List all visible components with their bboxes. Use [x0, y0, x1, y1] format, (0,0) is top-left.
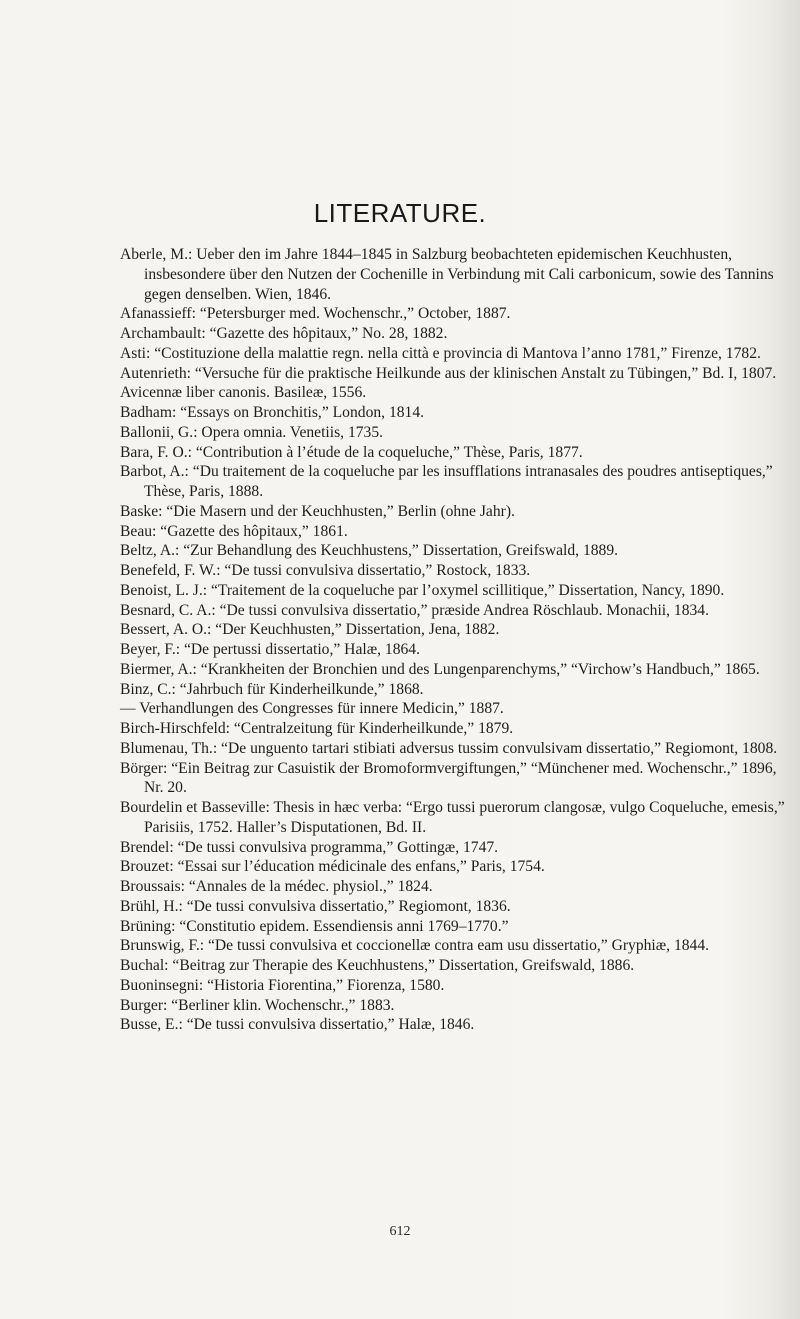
bibliography-entry: Broussais: “Annales de la médec. physiol.,” 1824.: [120, 878, 433, 895]
bibliography-entry: Brunswig, F.: “De tussi convulsiva et coccionellæ contra eam usu dissertatio,” Gryphiæ, 1844.: [120, 937, 710, 955]
bibliography-entry: Baske: “Die Masern und der Keuchhusten,” Berlin (ohne Jahr).: [120, 502, 515, 520]
bibliography-entry: Birch-Hirschfeld: “Centralzeitung für Kinderheilkunde,” 1879.: [120, 720, 514, 737]
bibliography-entry: Benefeld, F. W.: “De tussi convulsiva dissertatio,” Rostock, 1833.: [120, 562, 531, 579]
bibliography-entry: Ballonii, G.: Opera omnia. Venetiis, 1735.: [120, 423, 384, 441]
bibliography-entry: Barbot, A.: “Du traitement de la coqueluche par les insufflations intranasales des poudres antiseptiques,” Thèse, Paris, 1888.: [120, 463, 773, 500]
bibliography-entry: Besnard, C. A.: “De tussi convulsiva dissertatio,” præside Andrea Röschlaub. Monachii, 1834.: [120, 601, 710, 619]
bibliography-entry: Burger: “Berliner klin. Wochenschr.,” 1883.: [120, 996, 395, 1014]
bibliography-entry: Benoist, L. J.: “Traitement de la coqueluche par l’oxymel scillitique,” Dissertation, Nancy, 1890.: [120, 581, 725, 599]
bibliography-entry: Brendel: “De tussi convulsiva programma,” Gottingæ, 1747.: [120, 838, 499, 856]
bibliography-entry: Beyer, F.: “De pertussi dissertatio,” Halæ, 1864.: [120, 641, 420, 658]
bibliography-entry: Avicennæ liber canonis. Basileæ, 1556.: [120, 384, 367, 402]
bibliography-entry: Aberle, M.: Ueber den im Jahre 1844–1845 in Salzburg beobachteten epidemischen Keuchhusten, insbesondere über den Nutzen der Cochenille in Verbindung mit Cali carbonicum, sowie des Tannins gegen denselben. Wien, 1846.: [120, 246, 774, 303]
bibliography-entry: Afanassieff: “Petersburger med. Wochenschr.,” October, 1887.: [120, 305, 511, 323]
page-number: 612: [389, 1224, 411, 1239]
bibliography-entry: Autenrieth: “Versuche für die praktische Heilkunde aus der klinischen Anstalt zu Tübingen,” Bd. I, 1807.: [120, 364, 777, 382]
bibliography-entry: Buchal: “Beitrag zur Therapie des Keuchhustens,” Dissertation, Greifswald, 1886.: [120, 957, 635, 974]
bibliography-entry: Beltz, A.: “Zur Behandlung des Keuchhustens,” Dissertation, Greifswald, 1889.: [120, 542, 619, 560]
bibliography-entry: Bourdelin et Basseville: Thesis in hæc verba: “Ergo tussi puerorum clangosæ, vulgo Coqueluche, emesis,” Parisiis, 1752. Haller’s Disputationen, Bd. II.: [120, 799, 785, 836]
bibliography-entry: — Verhandlungen des Congresses für innere Medicin,” 1887.: [120, 700, 504, 718]
bibliography-entry: Archambault: “Gazette des hôpitaux,” No. 28, 1882.: [120, 325, 448, 342]
bibliography-entry: Beau: “Gazette des hôpitaux,” 1861.: [120, 522, 348, 540]
bibliography-entry: Blumenau, Th.: “De unguento tartari stibiati adversus tussim convulsivam dissertatio,” Regiomont, 1808.: [120, 739, 778, 757]
bibliography-entry: Biermer, A.: “Krankheiten der Bronchien und des Lungenparenchyms,” “Virchow’s Handbuch,” 1865.: [120, 660, 760, 678]
page-title: LITERATURE.: [313, 198, 487, 228]
bibliography-entry: Asti: “Costituzione della malattie regn. nella città e provincia di Mantova l’anno 1781,” Firenze, 1782.: [120, 344, 761, 362]
bibliography-entry: Bessert, A. O.: “Der Keuchhusten,” Dissertation, Jena, 1882.: [120, 621, 500, 639]
bibliography-entry: Badham: “Essays on Bronchitis,” London, 1814.: [120, 404, 425, 421]
bibliography-entry: Börger: “Ein Beitrag zur Casuistik der Bromoformvergiftungen,” “Münchener med. Wochenschr.,” 1896, Nr. 20.: [120, 759, 777, 797]
bibliography-entry: Binz, C.: “Jahrbuch für Kinderheilkunde,” 1868.: [120, 680, 424, 698]
bibliography-list: [120, 245, 792, 1035]
bibliography-entry: Bara, F. O.: “Contribution à l’étude de la coqueluche,” Thèse, Paris, 1877.: [120, 443, 583, 461]
bibliography-entry: Brühl, H.: “De tussi convulsiva dissertatio,” Regiomont, 1836.: [120, 897, 511, 915]
bibliography-entry: Buoninsegni: “Historia Fiorentina,” Fiorenza, 1580.: [120, 976, 445, 994]
bibliography-entry: Busse, E.: “De tussi convulsiva dissertatio,” Halæ, 1846.: [120, 1016, 475, 1034]
bibliography-entry: Brüning: “Constitutio epidem. Essendiensis anni 1769–1770.”: [120, 917, 509, 935]
bibliography-entry: Brouzet: “Essai sur l’éducation médicinale des enfans,” Paris, 1754.: [120, 858, 545, 876]
